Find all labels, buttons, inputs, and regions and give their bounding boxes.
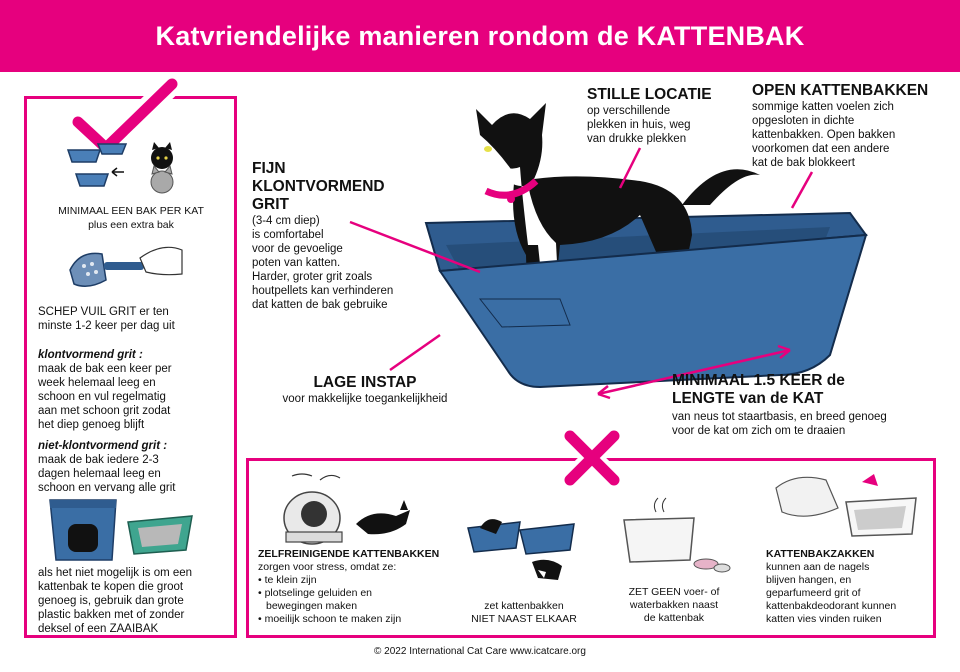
bags-text [766, 548, 934, 626]
fine-grit-heading: GRIT [252, 196, 290, 213]
per-cat-subtitle: plus een extra bak [88, 219, 174, 231]
fine-grit-line: poten van katten. [252, 257, 341, 269]
clump-heading: klontvormend grit : [38, 349, 143, 361]
self-cleaning-heading: ZELFREINIGENDE KATTENBAKKEN [258, 548, 440, 560]
fine-grit-line: dat katten de bak gebruike [252, 299, 388, 311]
bags-line: geparfumeerd grit of [766, 587, 861, 599]
open-line: kat de bak blokkeert [752, 157, 855, 169]
open-trays-callout [752, 82, 952, 170]
footer-credit: © 2022 International Cat Care www.icatcare.org [374, 646, 586, 657]
quiet-line: van drukke plekken [587, 133, 687, 145]
list-item-continuation [258, 600, 448, 613]
fine-grit-line: voor de gevoelige [252, 243, 343, 255]
adjacent-line: NIET NAAST ELKAAR [471, 613, 577, 625]
fine-grit-heading: FIJN [252, 160, 286, 177]
list-item: • moeilijk schoon te maken zijn [258, 613, 448, 626]
clump-line: week helemaal leeg en [38, 377, 156, 389]
low-entry-callout [250, 374, 480, 406]
storage-line: als het niet mogelijk is om een [38, 567, 193, 579]
food-line: ZET GEEN voer- of [628, 586, 720, 598]
self-cleaning-list [258, 574, 448, 626]
open-line: opgesloten in dichte [752, 115, 855, 127]
size-text [672, 410, 932, 438]
clump-line: schoon en vul regelmatig [38, 391, 166, 403]
fine-grit-line: (3-4 cm diep) [252, 215, 320, 227]
fine-grit-callout [252, 160, 442, 312]
bags-line: blijven hangen, en [766, 574, 852, 586]
list-item: • plotselinge geluiden en [258, 587, 448, 600]
quiet-line: plekken in huis, weg [587, 119, 691, 131]
storage-line: kattenbak te kopen die groot [38, 581, 184, 593]
food-bowls-illustration [620, 496, 730, 576]
size-line: van neus tot staartbasis, en breed genoeg [672, 411, 887, 423]
size-callout [672, 372, 912, 408]
open-line: voorkomen dat een andere [752, 143, 890, 155]
clump-line: het diep genoeg blijft [38, 419, 145, 431]
quiet-location-callout [587, 86, 747, 146]
fine-grit-heading: KLONTVORMEND [252, 178, 385, 195]
open-heading: OPEN KATTENBAKKEN [752, 82, 929, 99]
clump-line: aan met schoon grit zodat [38, 405, 171, 417]
nonclump-line: schoon en vervang alle grit [38, 482, 176, 494]
storage-line: plastic bakken met of zonder [38, 609, 185, 621]
page-title: Katvriendelijke manieren rondom de KATTENBAK [155, 20, 805, 51]
size-heading: LENGTE van de KAT [672, 390, 824, 407]
bags-heading: KATTENBAKZAKKEN [766, 548, 875, 560]
x-mark-icon [562, 430, 622, 486]
food-line: de kattenbak [643, 612, 705, 624]
adjacent-text [454, 600, 594, 626]
fine-grit-line: houtpellets kan verhinderen [252, 285, 394, 297]
scoop-line: minste 1-2 keer per dag uit [38, 320, 175, 332]
size-line: voor de kat om zich om te draaien [672, 425, 846, 437]
nonclump-heading: niet-klontvormend grit : [38, 440, 168, 452]
nonclump-line: maak de bak iedere 2-3 [38, 454, 159, 466]
clump-line: maak de bak een keer per [38, 363, 172, 375]
fine-grit-line: Harder, groter grit zoals [252, 271, 373, 283]
size-heading: MINIMAAL 1.5 KEER de [672, 372, 845, 389]
adjacent-line: zet kattenbakken [484, 600, 564, 612]
low-entry-heading: LAGE INSTAP [313, 374, 417, 391]
list-item-text: bewegingen maken [266, 600, 358, 612]
storage-line: genoeg is, gebruik dan grote [38, 595, 184, 607]
bags-line: kattenbakdeodorant kunnen [766, 600, 897, 612]
self-cleaning-line: zorgen voor stress, omdat ze: [258, 561, 397, 573]
fine-grit-line: is comfortabel [252, 229, 324, 241]
self-cleaning-tray-illustration [272, 470, 422, 550]
per-cat-title: MINIMAAL EEN BAK PER KAT [58, 205, 204, 217]
bags-line: katten vies vinden ruiken [766, 613, 882, 625]
scoop-line: SCHEP VUIL GRIT er ten [38, 306, 169, 318]
food-line: waterbakken naast [629, 599, 719, 611]
quiet-line: op verschillende [587, 105, 671, 117]
list-item: • te klein zijn [258, 574, 448, 587]
nonclump-line: dagen helemaal leeg en [38, 468, 161, 480]
low-entry-line: voor makkelijke toegankelijkheid [282, 393, 448, 405]
bags-line: kunnen aan de nagels [766, 561, 870, 573]
adjacent-trays-illustration [466, 508, 586, 588]
open-line: kattenbakken. Open bakken [752, 129, 896, 141]
storage-line: deksel of een ZAAIBAK [38, 623, 159, 635]
open-line: sommige katten voelen zich [752, 101, 894, 113]
litter-bags-illustration [766, 468, 926, 548]
self-cleaning-text [258, 548, 448, 626]
food-text [604, 586, 744, 625]
quiet-heading: STILLE LOCATIE [587, 86, 712, 103]
